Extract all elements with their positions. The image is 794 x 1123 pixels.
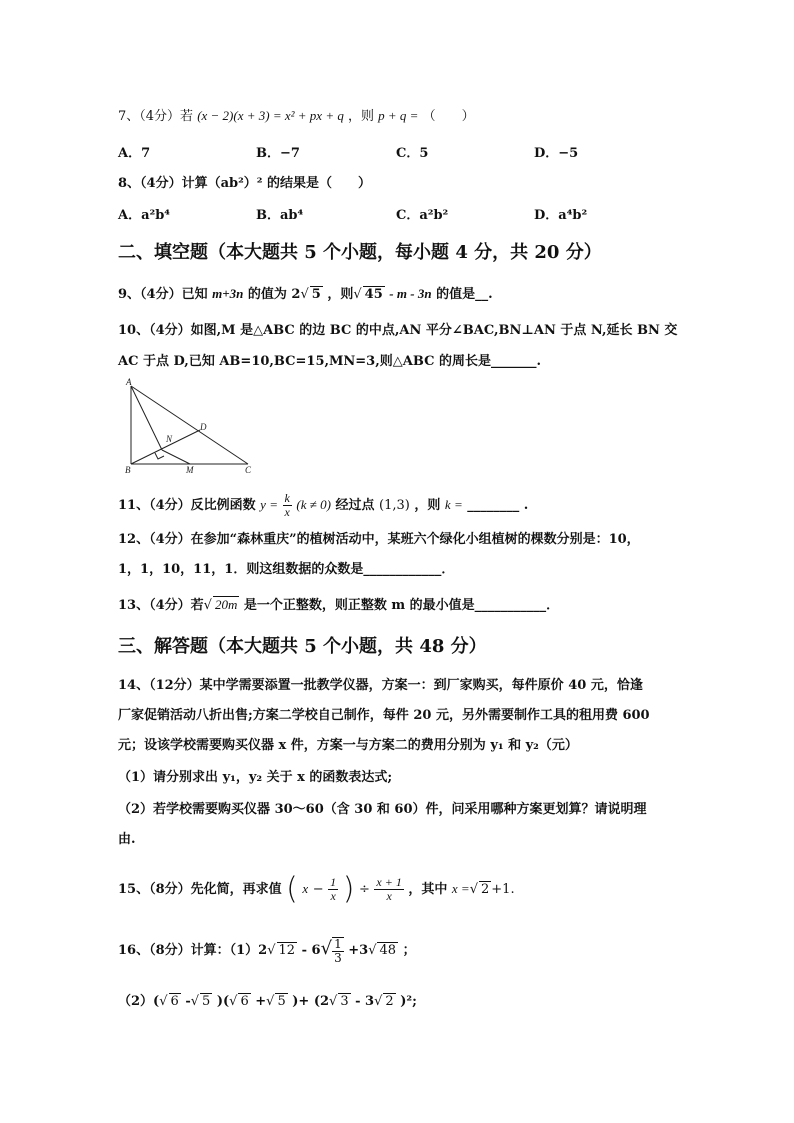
q9-suffix: 的值是__.	[436, 287, 493, 302]
q16-r2: 5	[202, 994, 211, 1009]
q8-stem: 8、（4分）计算（ab²）² 的结果是（ ）	[118, 176, 372, 191]
q15-plus-one: +1.	[491, 882, 515, 897]
label-a: A	[126, 378, 132, 387]
radical-sign: √	[329, 994, 338, 1009]
label-n: N	[166, 434, 173, 444]
radical-sign: √	[159, 994, 168, 1009]
q14-part-2a: （2）若学校需要购买仪器 30～60（含 30 和 60）件，问采用哪种方案更划算？请说明理	[118, 802, 647, 817]
label-b: B	[125, 465, 131, 474]
q16-prefix: 16、（8分）计算：（1）2	[118, 943, 268, 958]
section-3-heading: 三、解答题（本大题共 5 个小题，共 48 分）	[118, 636, 487, 657]
label-c: C	[245, 465, 252, 474]
q15-divide: ÷	[358, 882, 370, 897]
radical-sign: √	[190, 994, 200, 1009]
q7-option-c: C．5	[396, 146, 429, 161]
q10-line-1: 10、（4分）如图,M 是△ABC 的边 BC 的中点,AN 平分∠BAC,BN⊥AN 于点 N,延长 BN 交	[118, 323, 678, 338]
q16-frac-num: 1	[334, 936, 342, 951]
q14-line-1: 14、（12分）某中学需要添置一批教学仪器，方案一：到厂家购买，每件原价 40 元，恰逢	[118, 678, 643, 693]
segment-an	[131, 386, 162, 450]
q9-stem	[118, 284, 493, 305]
q11-condition: (k ≠ 0)	[296, 497, 331, 512]
q15-x: x	[302, 881, 309, 896]
q11-numerator: k	[284, 491, 290, 505]
q7-expression: (x − 2)(x + 3) = x² + px + q	[197, 108, 344, 123]
q7-prefix: 7、（4分）若	[118, 109, 194, 124]
q16-p2-plus: +	[255, 994, 267, 1009]
radical-sign: √	[203, 598, 212, 613]
q15-denominator-2: x	[386, 889, 392, 903]
q16-r4: 5	[277, 994, 286, 1009]
right-angle-mark	[155, 453, 164, 459]
q16-mid1: - 6	[301, 943, 321, 958]
q16-r5: 3	[340, 994, 349, 1009]
q11-stem	[118, 492, 528, 519]
q12-line-1: 12、（4分）在参加“森林重庆”的植树活动中，某班六个绿化小组植树的棵数分别是：10，	[118, 532, 640, 547]
radical-sign: √	[266, 994, 275, 1009]
q9-radicand-2: 45	[364, 287, 383, 302]
q8-option-b: B．ab⁴	[256, 208, 304, 223]
radical-sign: √	[320, 938, 333, 959]
q16-suffix: ；	[402, 943, 416, 958]
section-2-heading: 二、填空题（本大题共 5 个小题，每小题 4 分，共 20 分）	[118, 242, 602, 263]
q9-expr: m+3n	[212, 286, 244, 301]
q16-p2-minus: -	[185, 994, 191, 1009]
q7-mid: ，则	[347, 109, 374, 124]
q11-suffix: .	[523, 498, 529, 513]
q7-answer-paren: （ ）	[422, 109, 475, 124]
q15-denominator-1: x	[330, 889, 336, 903]
q11-mid2: ，则	[414, 498, 441, 513]
radical-sign: √	[229, 994, 238, 1009]
q9-mid2: ，则	[327, 287, 354, 302]
q7-option-a: A．7	[118, 146, 151, 161]
radical-sign: √	[353, 287, 362, 302]
q14-part-1: （1）请分别求出 y₁，y₂ 关于 x 的函数表达式;	[118, 770, 393, 785]
q11-point: (1,3)	[379, 498, 410, 513]
q11-fraction	[283, 492, 292, 519]
q16-r1: 6	[170, 994, 179, 1009]
q8-option-d: D．a⁴b²	[534, 208, 588, 223]
q11-target: k =	[444, 497, 463, 512]
q15-fraction-2	[374, 876, 403, 903]
q14-part-2b: 由.	[118, 832, 136, 847]
q13-suffix: 是一个正整数，则正整数 m 的最小值是___________．	[243, 598, 560, 613]
q15-stem	[118, 872, 515, 907]
right-paren: )	[342, 871, 355, 907]
q16-p2-open: （2）(	[118, 994, 160, 1009]
left-paren: (	[286, 871, 298, 907]
q16-p2-mid2: )+ (2	[292, 994, 330, 1009]
q15-numerator-1: 1	[330, 875, 337, 889]
q15-radicand: 2	[481, 882, 490, 897]
radical-sign: √	[368, 943, 377, 958]
q10-triangle-figure	[118, 378, 260, 474]
q11-blank: ________	[467, 498, 520, 513]
q11-denominator: x	[284, 505, 290, 519]
q16-radicand-2: 48	[379, 943, 397, 958]
q16-r3: 6	[240, 994, 249, 1009]
radical-sign: √	[374, 994, 383, 1009]
q12-line-2: 1，1，10，11，1．则这组数据的众数是____________．	[118, 562, 455, 577]
q15-minus: −	[312, 882, 324, 897]
q15-numerator-2: x + 1	[376, 875, 402, 889]
q16-frac-den: 3	[334, 950, 342, 965]
q9-radicand-1: 5	[311, 287, 321, 302]
segment-ac	[131, 386, 248, 464]
q13-prefix: 13、（4分）若	[118, 598, 204, 613]
q13-stem	[118, 596, 559, 616]
q11-function-lhs: y =	[260, 497, 278, 512]
q15-mid: ，其中	[408, 882, 448, 897]
segment-nm	[162, 450, 190, 464]
q9-mid3: - m - 3n	[389, 286, 432, 301]
q11-mid: 经过点	[335, 498, 375, 513]
radical-sign: √	[267, 943, 276, 958]
q9-mid1: 的值为 2	[247, 287, 301, 302]
q16-radicand-1: 12	[278, 943, 296, 958]
q13-radicand: 20m	[214, 597, 238, 612]
q8-option-a: A．a²b⁴	[118, 208, 170, 223]
q16-fraction	[332, 937, 344, 965]
q16-p2-close: )²;	[400, 994, 417, 1009]
q16-p2-minus2: - 3	[355, 994, 375, 1009]
radical-sign: √	[300, 287, 309, 302]
radical-sign: √	[469, 882, 478, 897]
q9-prefix: 9、（4分）已知	[118, 287, 208, 302]
q7-target: p + q =	[378, 108, 419, 123]
q10-line-2: AC 于点 D,已知 AB=10,BC=15,MN=3,则△ABC 的周长是_______.	[118, 354, 541, 369]
q7-stem	[118, 106, 475, 127]
q16-p2-mid: )(	[216, 994, 230, 1009]
label-d: D	[200, 422, 207, 432]
q15-prefix: 15、（8分）先化简，再求值	[118, 882, 282, 897]
q14-line-2: 厂家促销活动八折出售;方案二学校自己制作，每件 20 元，另外需要制作工具的租用费 600	[118, 708, 650, 723]
q14-line-3: 元；设该学校需要购买仪器 x 件，方案一与方案二的费用分别为 y₁ 和 y₂（元）	[118, 738, 578, 753]
q7-option-b: B．−7	[256, 146, 300, 161]
q7-option-d: D．−5	[534, 146, 579, 161]
q15-x-eq: x =	[451, 881, 470, 896]
q16-mid2: +3	[348, 943, 369, 958]
q16-part-2	[118, 992, 417, 1012]
q11-prefix: 11、（4分）反比例函数	[118, 498, 256, 513]
label-m: M	[186, 465, 194, 474]
q16-part-1	[118, 932, 416, 968]
q8-option-c: C．a²b²	[396, 208, 449, 223]
q16-r6: 2	[385, 994, 394, 1009]
q15-fraction-1	[328, 876, 338, 903]
